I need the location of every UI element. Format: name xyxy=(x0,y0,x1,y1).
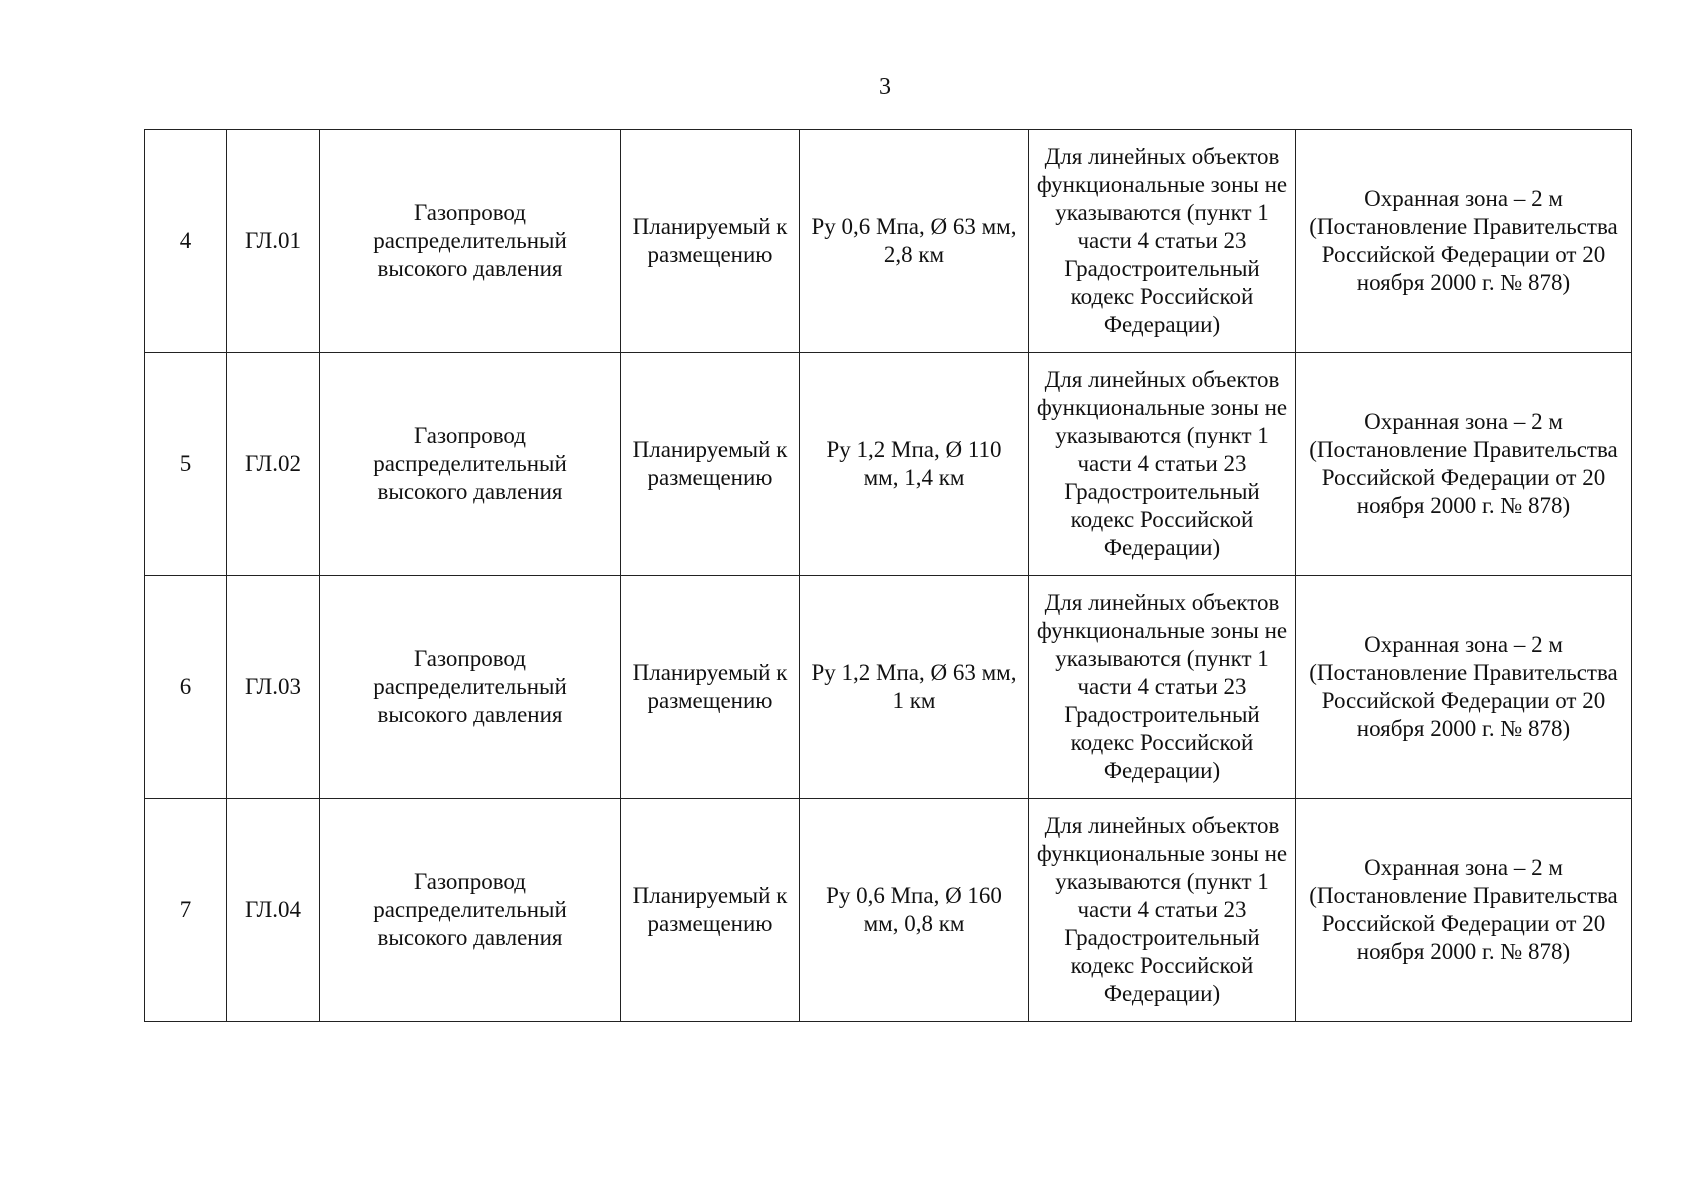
functional-zone: Для линейных объектов функциональные зоны не указываются (пункт 1 части 4 статьи 23 Градостроительный кодекс Российской Федерации) xyxy=(1029,576,1296,799)
objects-table xyxy=(144,129,1632,1022)
functional-zone: Для линейных объектов функциональные зоны не указываются (пункт 1 части 4 статьи 23 Градостроительный кодекс Российской Федерации) xyxy=(1029,130,1296,353)
row-index: 6 xyxy=(145,576,227,799)
object-code: ГЛ.03 xyxy=(227,576,320,799)
object-code: ГЛ.04 xyxy=(227,799,320,1022)
protection-zone: Охранная зона – 2 м (Постановление Правительства Российской Федерации от 20 ноября 2000 г. № 878) xyxy=(1296,353,1632,576)
object-name: Газопровод распределительный высокого давления xyxy=(320,130,621,353)
protection-zone: Охранная зона – 2 м (Постановление Правительства Российской Федерации от 20 ноября 2000 г. № 878) xyxy=(1296,130,1632,353)
table-row xyxy=(145,576,1632,799)
object-name: Газопровод распределительный высокого давления xyxy=(320,799,621,1022)
object-status: Планируемый к размещению xyxy=(621,353,800,576)
object-characteristics: Ру 1,2 Мпа, Ø 63 мм, 1 км xyxy=(800,576,1029,799)
object-characteristics: Ру 0,6 Мпа, Ø 63 мм, 2,8 км xyxy=(800,130,1029,353)
functional-zone: Для линейных объектов функциональные зоны не указываются (пункт 1 части 4 статьи 23 Градостроительный кодекс Российской Федерации) xyxy=(1029,799,1296,1022)
row-index: 5 xyxy=(145,353,227,576)
page-number: 3 xyxy=(879,74,891,100)
object-characteristics: Ру 0,6 Мпа, Ø 160 мм, 0,8 км xyxy=(800,799,1029,1022)
functional-zone: Для линейных объектов функциональные зоны не указываются (пункт 1 части 4 статьи 23 Градостроительный кодекс Российской Федерации) xyxy=(1029,353,1296,576)
table-row xyxy=(145,130,1632,353)
row-index: 7 xyxy=(145,799,227,1022)
object-characteristics: Ру 1,2 Мпа, Ø 110 мм, 1,4 км xyxy=(800,353,1029,576)
table-row xyxy=(145,353,1632,576)
row-index: 4 xyxy=(145,130,227,353)
object-status: Планируемый к размещению xyxy=(621,576,800,799)
protection-zone: Охранная зона – 2 м (Постановление Правительства Российской Федерации от 20 ноября 2000 г. № 878) xyxy=(1296,799,1632,1022)
protection-zone: Охранная зона – 2 м (Постановление Правительства Российской Федерации от 20 ноября 2000 г. № 878) xyxy=(1296,576,1632,799)
object-code: ГЛ.02 xyxy=(227,353,320,576)
object-name: Газопровод распределительный высокого давления xyxy=(320,353,621,576)
object-code: ГЛ.01 xyxy=(227,130,320,353)
table-row xyxy=(145,799,1632,1022)
object-name: Газопровод распределительный высокого давления xyxy=(320,576,621,799)
object-status: Планируемый к размещению xyxy=(621,130,800,353)
object-status: Планируемый к размещению xyxy=(621,799,800,1022)
